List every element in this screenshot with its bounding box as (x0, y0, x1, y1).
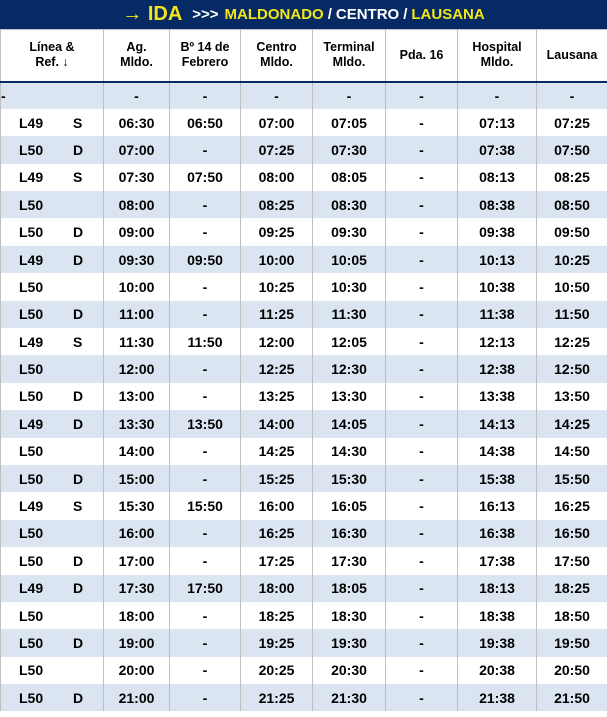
time-cell: 15:38 (458, 465, 537, 492)
time-cell: 14:05 (313, 410, 386, 437)
line-code: L49 (19, 333, 44, 350)
table-row (1, 164, 607, 191)
time-cell: 18:50 (537, 602, 607, 629)
time-cell: 19:50 (537, 629, 607, 656)
line-ref: S (73, 333, 83, 350)
line-code: L49 (19, 580, 44, 597)
table-row (1, 575, 607, 602)
time-cell: 20:25 (241, 657, 313, 684)
time-cell: 16:05 (313, 492, 386, 519)
time-cell: - (313, 82, 386, 109)
time-cell: - (386, 273, 458, 300)
table-row (1, 602, 607, 629)
table-row (1, 355, 607, 382)
route-separator: / (327, 6, 332, 23)
line-code: L50 (19, 306, 44, 323)
line-cell (1, 657, 104, 684)
line-cell (1, 218, 104, 245)
time-cell: 16:50 (537, 520, 607, 547)
time-cell: 07:30 (313, 136, 386, 163)
line-code: L50 (19, 552, 44, 569)
time-cell: - (386, 575, 458, 602)
time-cell: 08:38 (458, 191, 537, 218)
time-cell: 13:50 (170, 410, 241, 437)
time-cell: 07:50 (170, 164, 241, 191)
time-cell: 10:25 (537, 246, 607, 273)
table-row (1, 410, 607, 437)
time-cell: 20:00 (104, 657, 170, 684)
line-ref: S (73, 498, 83, 515)
time-cell: 11:50 (170, 328, 241, 355)
time-cell: - (170, 191, 241, 218)
time-cell: 14:00 (241, 410, 313, 437)
time-cell: 06:30 (104, 109, 170, 136)
time-cell: 15:50 (537, 465, 607, 492)
time-cell: 20:30 (313, 657, 386, 684)
table-row (1, 82, 607, 109)
table-row (1, 684, 607, 711)
time-cell: - (104, 82, 170, 109)
time-cell: - (170, 82, 241, 109)
route-title-bar (0, 0, 607, 29)
route-middle: CENTRO (335, 6, 400, 23)
time-cell: 09:00 (104, 218, 170, 245)
line-ref: D (73, 635, 84, 651)
line-code: L50 (19, 388, 44, 405)
time-cell: 11:38 (458, 301, 537, 328)
time-cell: 17:38 (458, 547, 537, 574)
time-cell: - (241, 82, 313, 109)
time-cell: - (386, 520, 458, 547)
time-cell: 09:30 (313, 218, 386, 245)
time-cell: - (386, 602, 458, 629)
time-cell: 15:00 (104, 465, 170, 492)
time-cell: - (170, 465, 241, 492)
line-cell (1, 520, 104, 547)
time-cell: 15:30 (104, 492, 170, 519)
column-header: Lausana (537, 30, 607, 82)
line-code: L50 (19, 525, 44, 542)
time-cell: 15:30 (313, 465, 386, 492)
time-cell: - (458, 82, 537, 109)
time-cell: - (386, 164, 458, 191)
time-cell: 14:25 (537, 410, 607, 437)
time-cell: 07:50 (537, 136, 607, 163)
time-cell: - (170, 657, 241, 684)
line-cell (1, 82, 104, 109)
time-cell: - (386, 136, 458, 163)
time-cell: 08:05 (313, 164, 386, 191)
time-cell: 10:00 (104, 273, 170, 300)
column-header: Hospital Mldo. (458, 30, 537, 82)
time-cell: 08:25 (537, 164, 607, 191)
time-cell: - (386, 218, 458, 245)
time-cell: 16:13 (458, 492, 537, 519)
time-cell: 10:38 (458, 273, 537, 300)
line-code: L50 (19, 443, 44, 460)
time-cell: 13:30 (313, 383, 386, 410)
line-cell (1, 191, 104, 218)
table-row (1, 301, 607, 328)
time-cell: 21:30 (313, 684, 386, 711)
time-cell: - (386, 109, 458, 136)
line-ref: D (73, 470, 84, 487)
time-cell: 18:25 (537, 575, 607, 602)
line-ref: D (73, 689, 84, 706)
line-code: L49 (19, 169, 44, 186)
line-cell (1, 575, 104, 602)
time-cell: 16:25 (537, 492, 607, 519)
time-cell: - (170, 684, 241, 711)
time-cell: 07:30 (104, 164, 170, 191)
line-cell (1, 547, 104, 574)
time-cell: - (170, 136, 241, 163)
time-cell: 21:38 (458, 684, 537, 711)
route-destination: LAUSANA (411, 6, 485, 23)
time-cell: 11:30 (313, 301, 386, 328)
time-cell: 11:25 (241, 301, 313, 328)
line-cell (1, 410, 104, 437)
time-cell: 07:05 (313, 109, 386, 136)
line-code: - (1, 87, 6, 104)
line-cell (1, 465, 104, 492)
table-row (1, 520, 607, 547)
time-cell: - (170, 383, 241, 410)
line-code: L50 (19, 470, 44, 487)
time-cell: 12:30 (313, 355, 386, 382)
line-ref: D (73, 580, 84, 597)
table-row (1, 218, 607, 245)
line-cell (1, 328, 104, 355)
time-cell: 08:50 (537, 191, 607, 218)
time-cell: 19:30 (313, 629, 386, 656)
table-row (1, 109, 607, 136)
time-cell: 10:00 (241, 246, 313, 273)
time-cell: - (170, 602, 241, 629)
time-cell: 19:25 (241, 629, 313, 656)
time-cell: 14:50 (537, 438, 607, 465)
line-ref: S (73, 169, 83, 186)
line-code: L50 (19, 196, 44, 213)
line-cell (1, 438, 104, 465)
time-cell: 17:50 (170, 575, 241, 602)
time-cell: 10:13 (458, 246, 537, 273)
line-code: L50 (19, 278, 44, 295)
time-cell: 11:30 (104, 328, 170, 355)
time-cell: 12:00 (241, 328, 313, 355)
table-row (1, 328, 607, 355)
time-cell: 16:38 (458, 520, 537, 547)
time-cell: - (386, 328, 458, 355)
time-cell: 12:25 (537, 328, 607, 355)
time-cell: 17:00 (104, 547, 170, 574)
line-ref: D (73, 224, 84, 241)
time-cell: - (170, 355, 241, 382)
table-row (1, 273, 607, 300)
time-cell: 12:25 (241, 355, 313, 382)
time-cell: - (386, 657, 458, 684)
table-row (1, 191, 607, 218)
column-header: Línea & Ref. ↓ (1, 30, 104, 82)
time-cell: - (386, 355, 458, 382)
time-cell: 07:25 (241, 136, 313, 163)
time-cell: 13:00 (104, 383, 170, 410)
time-cell: - (386, 629, 458, 656)
schedule-table (0, 29, 607, 711)
time-cell: 07:13 (458, 109, 537, 136)
time-cell: 09:38 (458, 218, 537, 245)
time-cell: - (386, 547, 458, 574)
time-cell: 18:38 (458, 602, 537, 629)
time-cell: 19:38 (458, 629, 537, 656)
time-cell: 09:25 (241, 218, 313, 245)
time-cell: - (386, 465, 458, 492)
time-cell: 08:25 (241, 191, 313, 218)
time-cell: 08:00 (104, 191, 170, 218)
column-header: Ag. Mldo. (104, 30, 170, 82)
time-cell: 06:50 (170, 109, 241, 136)
route-origin: MALDONADO (224, 6, 324, 23)
line-code: L49 (19, 114, 44, 131)
time-cell: 09:50 (537, 218, 607, 245)
time-cell: 16:30 (313, 520, 386, 547)
time-cell: - (386, 492, 458, 519)
line-ref: D (73, 141, 84, 158)
time-cell: 10:05 (313, 246, 386, 273)
header-row (1, 30, 607, 82)
time-cell: - (386, 684, 458, 711)
table-row (1, 657, 607, 684)
line-ref: D (73, 415, 84, 432)
line-ref: D (73, 306, 84, 323)
time-cell: 10:30 (313, 273, 386, 300)
time-cell: 14:25 (241, 438, 313, 465)
line-ref: D (73, 552, 84, 569)
time-cell: 15:25 (241, 465, 313, 492)
time-cell: 17:50 (537, 547, 607, 574)
time-cell: - (170, 273, 241, 300)
time-cell: - (170, 547, 241, 574)
time-cell: 10:25 (241, 273, 313, 300)
time-cell: 13:25 (241, 383, 313, 410)
time-cell: - (170, 520, 241, 547)
route-arrows: >>> (192, 6, 219, 23)
time-cell: 18:00 (104, 602, 170, 629)
line-cell (1, 109, 104, 136)
time-cell: - (170, 301, 241, 328)
line-cell (1, 246, 104, 273)
line-cell (1, 273, 104, 300)
time-cell: 21:25 (241, 684, 313, 711)
time-cell: - (386, 246, 458, 273)
line-code: L49 (19, 498, 44, 515)
time-cell: 14:30 (313, 438, 386, 465)
time-cell: - (386, 82, 458, 109)
time-cell: 18:30 (313, 602, 386, 629)
table-row (1, 136, 607, 163)
route-separator: / (403, 6, 408, 23)
time-cell: 09:50 (170, 246, 241, 273)
line-code: L50 (19, 607, 44, 624)
time-cell: 14:00 (104, 438, 170, 465)
line-code: L50 (19, 141, 44, 158)
time-cell: - (386, 410, 458, 437)
time-cell: - (537, 82, 607, 109)
line-cell (1, 602, 104, 629)
time-cell: 17:25 (241, 547, 313, 574)
direction-label: → IDA (122, 3, 183, 25)
time-cell: 12:38 (458, 355, 537, 382)
time-cell: 07:00 (104, 136, 170, 163)
time-cell: 07:25 (537, 109, 607, 136)
table-row (1, 547, 607, 574)
time-cell: 07:00 (241, 109, 313, 136)
time-cell: 16:00 (241, 492, 313, 519)
time-cell: 18:05 (313, 575, 386, 602)
table-row (1, 438, 607, 465)
table-row (1, 383, 607, 410)
line-cell (1, 301, 104, 328)
time-cell: - (170, 438, 241, 465)
time-cell: 08:00 (241, 164, 313, 191)
time-cell: - (386, 191, 458, 218)
time-cell: 13:50 (537, 383, 607, 410)
table-row (1, 246, 607, 273)
time-cell: 11:00 (104, 301, 170, 328)
time-cell: 11:50 (537, 301, 607, 328)
time-cell: 20:38 (458, 657, 537, 684)
time-cell: 12:50 (537, 355, 607, 382)
line-code: L49 (19, 251, 44, 268)
time-cell: 08:30 (313, 191, 386, 218)
time-cell: 07:38 (458, 136, 537, 163)
time-cell: 14:13 (458, 410, 537, 437)
table-row (1, 492, 607, 519)
line-cell (1, 136, 104, 163)
line-ref: D (73, 388, 84, 405)
column-header: Centro Mldo. (241, 30, 313, 82)
time-cell: 13:38 (458, 383, 537, 410)
time-cell: 12:00 (104, 355, 170, 382)
line-code: L50 (19, 361, 44, 378)
line-code: L50 (19, 635, 44, 651)
table-row (1, 629, 607, 656)
time-cell: 18:25 (241, 602, 313, 629)
column-header: Terminal Mldo. (313, 30, 386, 82)
time-cell: 18:13 (458, 575, 537, 602)
time-cell: - (386, 301, 458, 328)
line-cell (1, 492, 104, 519)
time-cell: 19:00 (104, 629, 170, 656)
time-cell: 13:30 (104, 410, 170, 437)
line-ref: S (73, 114, 83, 131)
line-cell (1, 629, 104, 656)
line-cell (1, 383, 104, 410)
time-cell: 08:13 (458, 164, 537, 191)
line-cell (1, 164, 104, 191)
time-cell: - (170, 218, 241, 245)
line-code: L50 (19, 662, 44, 679)
line-code: L50 (19, 224, 44, 241)
line-ref: D (73, 251, 84, 268)
time-cell: 21:50 (537, 684, 607, 711)
time-cell: 18:00 (241, 575, 313, 602)
time-cell: 16:25 (241, 520, 313, 547)
column-header: Bº 14 de Febrero (170, 30, 241, 82)
time-cell: - (386, 438, 458, 465)
line-code: L50 (19, 689, 44, 706)
line-code: L49 (19, 415, 44, 432)
line-cell (1, 684, 104, 711)
time-cell: 21:00 (104, 684, 170, 711)
time-cell: - (386, 383, 458, 410)
time-cell: 14:38 (458, 438, 537, 465)
table-row (1, 465, 607, 492)
line-cell (1, 355, 104, 382)
time-cell: 17:30 (104, 575, 170, 602)
time-cell: 09:30 (104, 246, 170, 273)
time-cell: 15:50 (170, 492, 241, 519)
time-cell: 12:13 (458, 328, 537, 355)
time-cell: - (170, 629, 241, 656)
time-cell: 10:50 (537, 273, 607, 300)
column-header: Pda. 16 (386, 30, 458, 82)
time-cell: 16:00 (104, 520, 170, 547)
time-cell: 17:30 (313, 547, 386, 574)
time-cell: 12:05 (313, 328, 386, 355)
time-cell: 20:50 (537, 657, 607, 684)
